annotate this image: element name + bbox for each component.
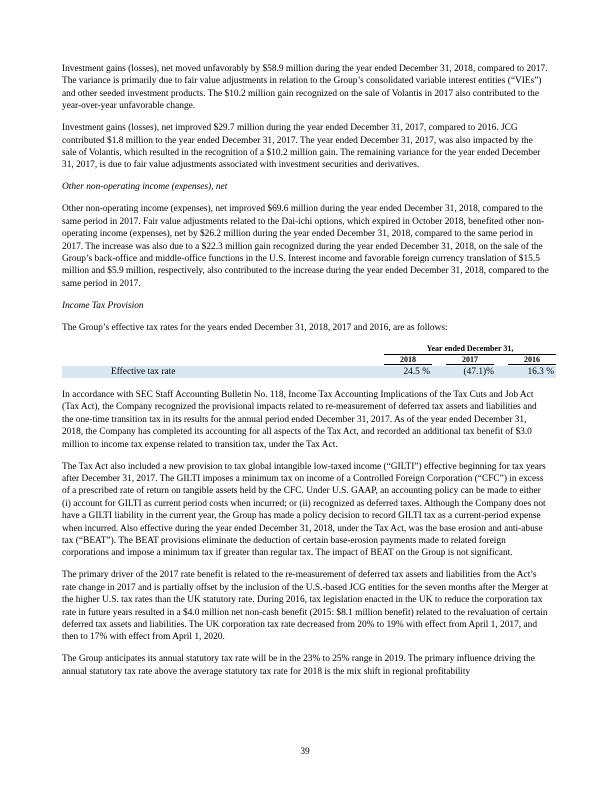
cell-2016: 16.3 % [527, 366, 554, 377]
paragraph-sec-bulletin: In accordance with SEC Staff Accounting Bulletin No. 118, Income Tax Accounting Implications of the Tax Cuts and Job Act (Tax Act), the Company recognized the provisional impacts related to re-measurement of deferred tax assets and liabilities and the one-time transition tax in its results for the annual period ended December 31, 2017. As of the year ended December 31, 2018, the Company has completed its accounting for all aspects of the Tax Act, and recorded an additional tax benefit of $3.0 million to income tax expense related to transition tax, under the Tax Act. [62, 389, 537, 450]
paragraph-rate-benefit: The primary driver of the 2017 rate benefit is related to the re-measurement of deferred tax assets and liabilities from the Act’s rate change in 2017 and is partially offset by the inclusion of the U.S.-based JCG entities for the seven months after the Merger at the higher U.S. tax rates than the UK statutory rate. During 2016, tax legislation enacted in the UK to reduce the corporation tax rate in future years resulted in a $4.0 million net non-cash benefit (2015: $8.1 million benefit) related to the revaluation of certain deferred tax assets and liabilities. The UK corporation tax rate decreased from 20% to 19% with effect from April 1, 2017, and then to 17% with effect from April 1, 2020. [62, 570, 549, 643]
section-heading-income-tax: Income Tax Provision [62, 300, 144, 311]
document-page [62, 63, 554, 678]
page-number: 39 [300, 747, 310, 757]
paragraph-investment-gains-2018: Investment gains (losses), net moved unfavorably by $58.9 million during the year ended December 31, 2018, compared to 2017. The variance is primarily due to fair value adjustments in relation to the Group’s consolidated variable interest entities (“VIEs”) and other seeded investment products. The $10.2 million gain recognized on the sale of Volantis in 2017 also contributed to the year-over-year unfavorable change. [62, 64, 548, 112]
cell-2017: (47.1)% [463, 366, 494, 377]
table-row [62, 366, 556, 378]
paragraph-tax-rates-intro: The Group’s effective tax rates for the years ended December 31, 2018, 2017 and 2016, are as follows: [62, 322, 448, 333]
paragraph-investment-gains-2017: Investment gains (losses), net improved $29.7 million during the year ended December 31, 2017, compared to 2016. JCG contributed $1.8 million to the year ended December 31, 2017. The year ended December 31, 2017, was also impacted by the sale of Volantis, which resulted in the recognition of a $10.2 million gain. The remaining variance for the year ended December 31, 2017, is due to fair value adjustments associated with investment securities and derivatives. [62, 123, 541, 171]
cell-2018: 24.5 % [403, 366, 430, 377]
paragraph-other-non-operating: Other non-operating income (expenses), net improved $69.6 million during the year ended December 31, 2018, compared to the same period in 2017. Fair value adjustments related to the Dai-ichi options, which expired in October 2018, benefited other non-operating income (expenses), net by $26.2 million during the year ended December 31, 2018, compared to the same period in 2017. The increase was also due to a $22.3 million gain recognized during the year ended December 31, 2018, on the sale of the Group’s back-office and middle-office functions in the U.S. Interest income and favorable foreign currency translation of $15.5 million and $5.9 million, respectively, also contributed to the increase during the year ended December 31, 2018, compared to the same period in 2017. [62, 204, 549, 289]
paragraph-gilti: The Tax Act also included a new provision to tax global intangible low-taxed income (“GILTI”) effective beginning for tax years after December 31, 2017. The GILTI imposes a minimum tax on income of a Controlled Foreign Corporation (“CFC”) in excess of a prescribed rate of return on tangible assets held by the CFC. Under U.S. GAAP, an accounting policy can be made to either (i) account for GILTI as current period costs when incurred; or (ii) recognized as deferred taxes. Although the Company does not have a GILTI liability in the current year, the Group has made a policy decision to record GILTI tax as a current-period expense when incurred. Also effective during the year ended December 31, 2018, under the Tax Act, was the base erosion and anti-abuse tax (“BEAT”). The BEAT provisions eliminate the deduction of certain base-erosion payments made to related foreign corporations and impose a minimum tax if greater than regular tax. The impact of BEAT on the Group is not significant. [62, 461, 546, 559]
column-header-2016: 2016 [508, 355, 556, 365]
column-header-2018: 2018 [384, 355, 432, 365]
section-heading-other-non-operating: Other non-operating income (expenses), net [62, 182, 228, 193]
paragraph-statutory-rate: The Group anticipates its annual statutory tax rate will be in the 23% to 25% range in 2019. The primary influence driving the annual statutory tax rate above the average statutory tax rate for 2018 is the mix shift in regional profitability [62, 654, 535, 677]
table-group-header: Year ended December 31, [384, 344, 556, 355]
column-header-2017: 2017 [446, 355, 494, 365]
table-year-headers [384, 355, 556, 365]
row-label-effective-tax-rate: Effective tax rate [111, 366, 176, 377]
effective-tax-rate-table [62, 343, 554, 380]
